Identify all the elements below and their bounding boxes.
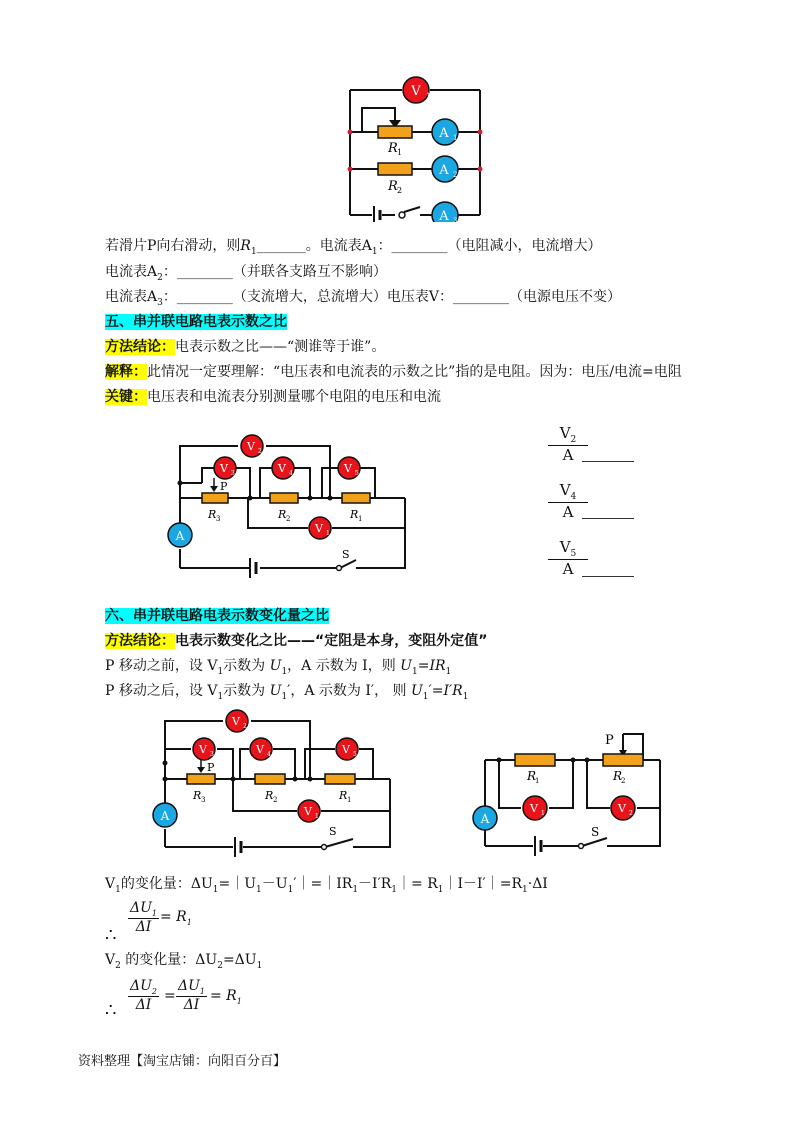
svg-text:V: V [199,743,207,756]
svg-text:2: 2 [258,448,262,455]
svg-text:V: V [530,802,538,815]
svg-text:V: V [220,462,228,475]
svg-text:P: P [207,761,215,774]
svg-text:V: V [247,440,255,453]
svg-text:V: V [278,462,286,475]
svg-text:V: V [232,715,240,728]
fraction-du1-di: $\frac{\Delta U_1}{\Delta I}$ [130,900,158,935]
section-5-explain: 解释：此情况一定要理解：“电压表和电流表的示数之比”指的是电阻。因为：电压/电流=电阻 [105,364,682,380]
fraction-du2-di: $\frac{\Delta U_2}{\Delta I}$ [130,978,158,1013]
fraction-rhs-1: = $R_1$ [160,909,192,927]
svg-text:3: 3 [216,515,221,523]
svg-text:S: S [329,825,337,838]
section-5-key: 关键：电压表和电流表分别测量哪个电阻的电压和电流 [105,389,441,405]
equals-1: = [164,988,176,1004]
meter-label: V [411,84,421,99]
svg-text:2: 2 [273,796,278,804]
therefore-symbol-1: ∴ [105,925,117,946]
ratio-v2-a: $V_2$ A [548,424,588,464]
svg-text:P: P [220,480,228,493]
svg-text:A: A [439,209,449,222]
section-5-method: 方法结论：电表示数之比——“测谁等于谁”。 [105,339,386,355]
svg-text:1: 1 [535,777,540,785]
v2-change-line: $V_2$ 的变化量：$\Delta U_2=\Delta U_1$ [105,952,263,971]
section-6-method: 方法结论：电表示数变化之比——“定阻是本身，变阻外定值” [105,633,488,649]
svg-text:V: V [618,802,626,815]
svg-text:4: 4 [267,751,271,758]
svg-text:R: R [350,508,359,521]
svg-text:2: 2 [621,777,626,785]
therefore-symbol-2: ∴ [105,1000,117,1021]
section-5-title: 五、串并联电路电表示数之比 [105,314,287,330]
resistor-r2-label: R [388,179,398,194]
svg-text:3: 3 [210,751,214,758]
ratio-v4-a: $V_4$ A [548,481,588,521]
svg-text:2: 2 [453,171,458,179]
svg-text:1: 1 [426,92,431,100]
svg-text:A: A [439,163,449,178]
circuit-diagram-2 [160,428,420,580]
svg-text:3: 3 [453,217,458,222]
svg-text:2: 2 [397,186,403,195]
svg-text:4: 4 [289,470,293,477]
svg-text:1: 1 [315,813,319,820]
svg-text:R: R [265,789,274,802]
svg-text:1: 1 [347,796,352,804]
svg-text:V: V [315,522,323,535]
svg-text:R: R [208,508,217,521]
svg-text:2: 2 [629,810,633,817]
svg-text:3: 3 [201,796,206,804]
svg-text:V: V [256,743,264,756]
svg-text:1: 1 [358,515,363,523]
resistor-r1-label: R [388,141,398,156]
svg-text:P: P [605,733,614,748]
ratio-v5-a: $V_5$ A [548,538,588,578]
svg-text:2: 2 [286,515,291,523]
svg-text:1: 1 [397,148,403,157]
svg-text:A: A [439,126,449,141]
circuit-diagram-3 [145,705,405,860]
svg-text:3: 3 [231,470,235,477]
ratio-blank-3[interactable] [582,576,634,577]
ratio-blank-2[interactable] [582,518,634,519]
svg-text:R: R [278,508,287,521]
svg-text:R: R [613,769,623,783]
svg-text:V: V [304,805,312,818]
svg-text:5: 5 [353,751,357,758]
svg-text:5: 5 [355,470,359,477]
svg-text:V: V [344,462,352,475]
svg-text:V: V [342,743,350,756]
svg-text:S: S [591,825,600,839]
question-line-3: 电流表$A_3$：________（支流增大，总流增大）电压表V：________（电源电压不变） [105,289,621,308]
svg-text:A: A [480,812,490,826]
section-6-line-1: P 移动之前，设 $V_1$示数为 $U_1$，A 示数为 I，则 $U_1=IR_1$ [105,658,452,677]
svg-text:1: 1 [541,810,545,817]
circuit-diagram-4 [465,728,675,860]
svg-text:A: A [175,529,185,543]
svg-text:A: A [160,809,170,823]
circuit-diagram-1 [340,72,490,222]
section-6-line-2: P 移动之后，设 $V_1$示数为 $U_1'$，A 示数为 I′， 则 $U_1'=I'R_1$ [105,683,469,702]
svg-text:R: R [193,789,202,802]
v1-change-line: $V_1$的变化量：$\Delta U_1=|U_1-U_1'|=|IR_1-I'R_1|=$ $R_1|I-I'|=R_1\cdot\Delta I$ [105,876,548,895]
svg-text:R: R [339,789,348,802]
svg-text:S: S [342,548,350,561]
question-line-1: 若滑片P向右滑动，则$R_1\_\_\_\_\_\_\_$。电流表$A_1$：________（电阻减小，电流增大） [105,238,602,257]
ratio-blank-1[interactable] [582,461,634,462]
question-line-2: 电流表$A_2$：________（并联各支路互不影响） [105,264,387,283]
footer-source: 资料整理【淘宝店铺：向阳百分百】 [78,1054,287,1069]
svg-text:R: R [527,769,537,783]
section-6-title: 六、串并联电路电表示数变化量之比 [105,608,329,624]
svg-text:1: 1 [453,134,458,142]
svg-text:1: 1 [326,530,330,537]
svg-text:2: 2 [243,723,247,730]
fraction-du1-di-2: $\frac{\Delta U_1}{\Delta I}$ [178,978,206,1013]
fraction-rhs-2: = $R_1$ [210,988,242,1006]
